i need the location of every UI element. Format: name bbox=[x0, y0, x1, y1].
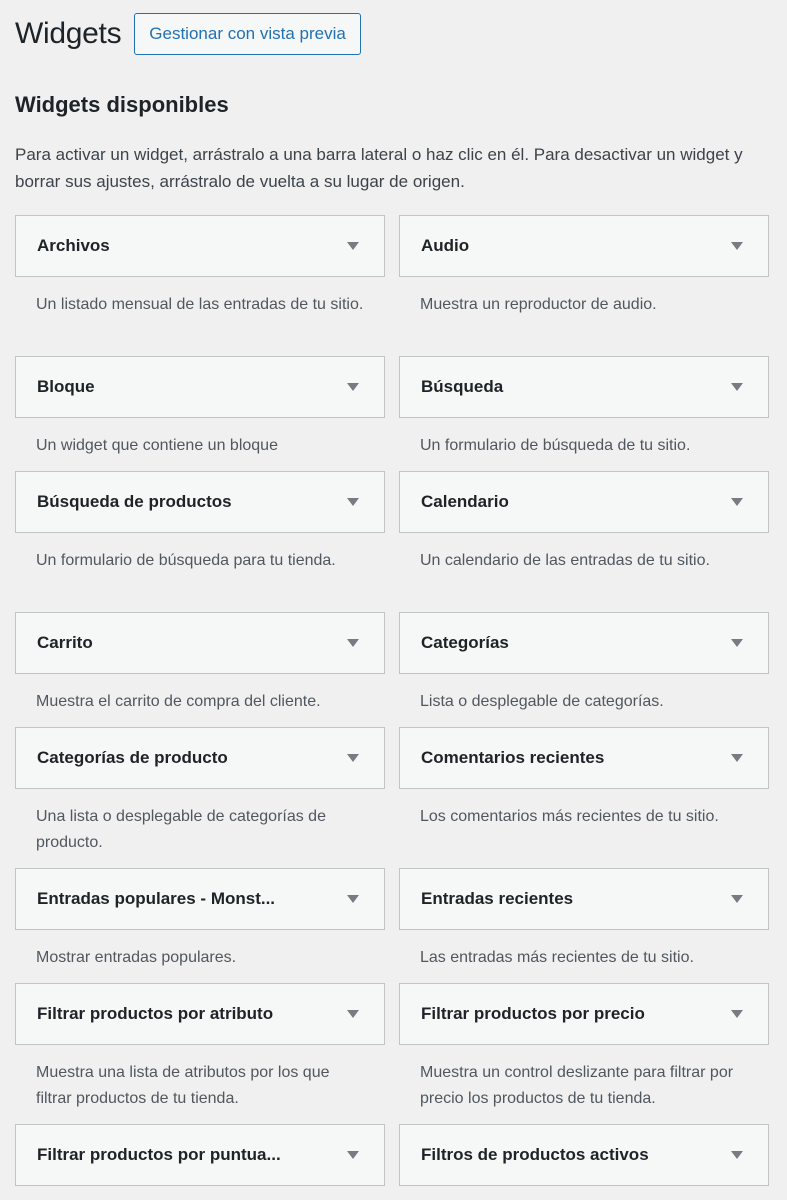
widget-header[interactable] bbox=[399, 215, 769, 277]
caret-down-icon[interactable] bbox=[347, 383, 359, 391]
widget-filtrar-por-puntuacion bbox=[15, 1124, 385, 1194]
widget-title: Categorías de producto bbox=[37, 748, 228, 767]
widget-description: Muestra el carrito de compra del cliente. bbox=[36, 693, 321, 710]
widget-audio bbox=[399, 215, 769, 356]
widget-title: Entradas recientes bbox=[421, 889, 574, 908]
widget-description: Muestra una lista de atributos por los que filtrar productos de tu tienda. bbox=[36, 1064, 330, 1107]
widget-title: Búsqueda bbox=[421, 377, 504, 396]
page-header bbox=[15, 12, 361, 56]
widget-title: Categorías bbox=[421, 633, 509, 652]
available-widgets-description: Para activar un widget, arrástralo a una barra lateral o haz clic en él. Para desactivar un widget y borrar sus ajustes, arrástralo de vuelta a su lugar de origen. bbox=[15, 145, 743, 191]
widget-calendario bbox=[399, 471, 769, 612]
widget-categorias-de-producto bbox=[15, 727, 385, 868]
widget-title: Búsqueda de productos bbox=[37, 492, 232, 511]
caret-down-icon[interactable] bbox=[347, 754, 359, 762]
widget-entradas-populares bbox=[15, 868, 385, 983]
widget-list bbox=[15, 215, 769, 1194]
widget-busqueda bbox=[399, 356, 769, 471]
widget-title: Filtrar productos por atributo bbox=[37, 1004, 274, 1023]
widget-header[interactable] bbox=[15, 356, 385, 418]
widget-title: Calendario bbox=[421, 492, 509, 511]
caret-down-icon[interactable] bbox=[347, 895, 359, 903]
widget-title: Carrito bbox=[37, 633, 93, 652]
widget-busqueda-de-productos bbox=[15, 471, 385, 612]
caret-down-icon[interactable] bbox=[731, 639, 743, 647]
widget-filtrar-por-precio bbox=[399, 983, 769, 1124]
caret-down-icon[interactable] bbox=[731, 1151, 743, 1159]
caret-down-icon[interactable] bbox=[731, 242, 743, 250]
widget-header[interactable] bbox=[15, 471, 385, 533]
widget-carrito bbox=[15, 612, 385, 727]
widget-archivos bbox=[15, 215, 385, 356]
widget-description: Una lista o desplegable de categorías de producto. bbox=[36, 808, 326, 851]
widget-title: Filtros de productos activos bbox=[421, 1145, 649, 1164]
widget-title: Audio bbox=[421, 236, 470, 255]
widget-header[interactable] bbox=[399, 356, 769, 418]
caret-down-icon[interactable] bbox=[347, 1010, 359, 1018]
caret-down-icon[interactable] bbox=[731, 754, 743, 762]
widget-description: Un formulario de búsqueda para tu tienda. bbox=[36, 552, 336, 569]
caret-down-icon[interactable] bbox=[347, 242, 359, 250]
caret-down-icon[interactable] bbox=[347, 639, 359, 647]
widget-bloque bbox=[15, 356, 385, 471]
widget-description: Los comentarios más recientes de tu sitio. bbox=[420, 808, 719, 825]
widget-header[interactable] bbox=[399, 868, 769, 930]
widget-header[interactable] bbox=[399, 983, 769, 1045]
caret-down-icon[interactable] bbox=[731, 498, 743, 506]
widget-header[interactable] bbox=[15, 1124, 385, 1186]
page-title: Widgets bbox=[15, 17, 122, 50]
widget-filtros-activos bbox=[399, 1124, 769, 1194]
widget-description: Las entradas más recientes de tu sitio. bbox=[420, 949, 694, 966]
widget-description: Un widget que contiene un bloque bbox=[36, 437, 278, 454]
widget-description: Un formulario de búsqueda de tu sitio. bbox=[420, 437, 691, 454]
widget-title: Filtrar productos por precio bbox=[421, 1004, 645, 1023]
caret-down-icon[interactable] bbox=[731, 383, 743, 391]
widget-description: Muestra un reproductor de audio. bbox=[420, 296, 657, 313]
widget-description: Un calendario de las entradas de tu sitio. bbox=[420, 552, 710, 569]
widget-title: Filtrar productos por puntua... bbox=[37, 1145, 281, 1164]
widget-comentarios-recientes bbox=[399, 727, 769, 868]
widget-description: Lista o desplegable de categorías. bbox=[420, 693, 664, 710]
widget-header[interactable] bbox=[15, 215, 385, 277]
widget-header[interactable] bbox=[15, 612, 385, 674]
widget-header[interactable] bbox=[15, 868, 385, 930]
widget-header[interactable] bbox=[399, 612, 769, 674]
widget-title: Bloque bbox=[37, 377, 95, 396]
caret-down-icon[interactable] bbox=[347, 1151, 359, 1159]
widget-header[interactable] bbox=[399, 727, 769, 789]
widget-filtrar-por-atributo bbox=[15, 983, 385, 1124]
widget-title: Comentarios recientes bbox=[421, 748, 605, 767]
caret-down-icon[interactable] bbox=[347, 498, 359, 506]
widget-description: Un listado mensual de las entradas de tu sitio. bbox=[36, 296, 364, 313]
widget-header[interactable] bbox=[399, 471, 769, 533]
widget-entradas-recientes bbox=[399, 868, 769, 983]
widget-description: Mostrar entradas populares. bbox=[36, 949, 237, 966]
widget-categorias bbox=[399, 612, 769, 727]
available-widgets-heading: Widgets disponibles bbox=[15, 92, 229, 117]
widget-title: Entradas populares - Monst... bbox=[37, 889, 276, 908]
widget-header[interactable] bbox=[15, 727, 385, 789]
caret-down-icon[interactable] bbox=[731, 895, 743, 903]
manage-with-preview-button[interactable]: Gestionar con vista previa bbox=[134, 13, 361, 55]
widget-title: Archivos bbox=[37, 236, 110, 255]
widget-header[interactable] bbox=[399, 1124, 769, 1186]
widget-description: Muestra un control deslizante para filtrar por precio los productos de tu tienda. bbox=[420, 1064, 734, 1107]
caret-down-icon[interactable] bbox=[731, 1010, 743, 1018]
widget-header[interactable] bbox=[15, 983, 385, 1045]
